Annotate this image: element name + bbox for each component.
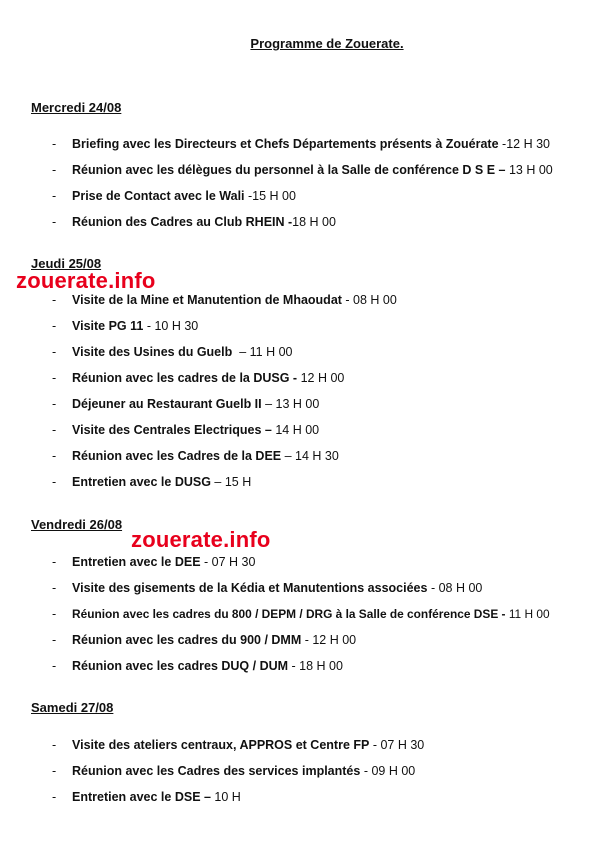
item-time: 12 H 00 — [297, 371, 345, 385]
item-time: – 15 H — [210, 475, 252, 489]
item-activity: Entretien avec le DSE – — [72, 790, 211, 804]
item-activity: Réunion avec les cadres DUQ / DUM — [72, 659, 289, 673]
list-item: - Réunion avec les délègues du personnel à la Salle de conférence D S E – 13 H 00 — [52, 163, 553, 177]
day-heading-jeudi: Jeudi 25/08 — [31, 256, 102, 271]
list-item: - Visite des Usines du Guelb – 11 H 00 — [52, 345, 293, 359]
list-item: - Visite des Centrales Electriques – 14 H 00 — [52, 423, 320, 437]
list-item: - Entretien avec le DUSG – 15 H — [52, 475, 252, 489]
list-item: - Réunion avec les cadres DUQ / DUM - 18 H 00 — [52, 659, 343, 673]
watermark-logo: zouerate.info — [16, 268, 156, 293]
list-item: - Réunion avec les cadres du 800 / DEPM / DRG à la Salle de conférence DSE - 11 H 00 — [52, 607, 550, 621]
item-time: - 18 H 00 — [288, 659, 343, 673]
item-time: – 13 H 00 — [261, 397, 320, 411]
item-time: - 12 H 00 — [301, 633, 357, 647]
list-item: - Visite de la Mine et Manutention de Mhaoudat - 08 H 00 — [52, 293, 397, 307]
item-activity: Visite des gisements de la Kédia et Manutentions associées — [72, 581, 428, 595]
watermark-logo: zouerate.info — [131, 527, 271, 552]
list-item: - Réunion des Cadres au Club RHEIN -18 H 00 — [52, 215, 336, 229]
list-item: - Réunion avec les cadres du 900 / DMM - 12 H 00 — [52, 633, 357, 647]
list-item: - Déjeuner au Restaurant Guelb II – 13 H 00 — [52, 397, 320, 411]
item-time: 14 H 00 — [271, 423, 320, 437]
item-activity: Réunion des Cadres au Club RHEIN - — [72, 215, 293, 229]
list-item: - Visite des ateliers centraux, APPROS et Centre FP - 07 H 30 — [52, 738, 425, 752]
item-time: 18 H 00 — [292, 215, 336, 229]
item-activity: Prise de Contact avec le Wali — [72, 189, 245, 203]
list-item: - Briefing avec les Directeurs et Chefs Départements présents à Zouérate -12 H 30 — [52, 137, 550, 151]
item-time: 10 H — [210, 790, 241, 804]
item-time: - 08 H 00 — [341, 293, 397, 307]
item-activity: Réunion avec les Cadres des services implantés — [72, 764, 361, 778]
list-item: - Prise de Contact avec le Wali -15 H 00 — [52, 189, 296, 203]
item-time: 13 H 00 — [505, 163, 553, 177]
item-activity: Réunion avec les cadres du 800 / DEPM / DRG à la Salle de conférence DSE - — [72, 607, 506, 621]
item-time: -15 H 00 — [244, 189, 296, 203]
item-time: - 10 H 30 — [143, 319, 199, 333]
item-time: - 09 H 00 — [360, 764, 416, 778]
item-activity: Entretien avec le DUSG — [72, 475, 211, 489]
day-heading-mercredi: Mercredi 24/08 — [31, 100, 122, 115]
day-list-mercredi — [0, 137, 612, 241]
day-list-samedi — [0, 738, 612, 816]
day-heading-samedi: Samedi 27/08 — [31, 700, 114, 715]
item-time: 11 H 00 — [505, 607, 550, 621]
day-heading-vendredi: Vendredi 26/08 — [31, 517, 123, 532]
list-item: - Réunion avec les cadres de la DUSG - 12 H 00 — [52, 371, 345, 385]
list-item: - Réunion avec les Cadres des services implantés - 09 H 00 — [52, 764, 416, 778]
item-activity: Entretien avec le DEE — [72, 555, 201, 569]
item-activity: Visite des Centrales Electriques – — [72, 423, 272, 437]
item-activity: Réunion avec les cadres de la DUSG - — [72, 371, 298, 385]
list-item: - Entretien avec le DEE - 07 H 30 — [52, 555, 256, 569]
item-time: - 08 H 00 — [427, 581, 483, 595]
item-activity: Visite PG 11 — [72, 319, 144, 333]
item-activity: Visite des ateliers centraux, APPROS et Centre FP — [72, 738, 370, 752]
page-title: Programme de Zouerate. — [250, 36, 404, 51]
item-activity: Déjeuner au Restaurant Guelb II — [72, 397, 262, 411]
item-time: - 07 H 30 — [200, 555, 256, 569]
day-list-vendredi — [0, 555, 612, 685]
day-list-jeudi — [0, 293, 612, 501]
item-time: – 14 H 30 — [281, 449, 339, 463]
list-item: - Visite des gisements de la Kédia et Manutentions associées - 08 H 00 — [52, 581, 483, 595]
item-activity: Réunion avec les délègues du personnel à la Salle de conférence D S E – — [72, 163, 506, 177]
item-activity: Réunion avec les cadres du 900 / DMM — [72, 633, 302, 647]
item-activity: Réunion avec les Cadres de la DEE — [72, 449, 282, 463]
item-activity: Briefing avec les Directeurs et Chefs Départements présents à Zouérate — [72, 137, 499, 151]
item-time: – 11 H 00 — [232, 345, 293, 359]
list-item: - Réunion avec les Cadres de la DEE – 14 H 30 — [52, 449, 339, 463]
item-activity: Visite de la Mine et Manutention de Mhaoudat — [72, 293, 342, 307]
list-item: - Entretien avec le DSE – 10 H — [52, 790, 241, 804]
item-time: - 07 H 30 — [369, 738, 425, 752]
item-time: -12 H 30 — [498, 137, 550, 151]
item-activity: Visite des Usines du Guelb — [72, 345, 233, 359]
list-item: - Visite PG 11 - 10 H 30 — [52, 319, 199, 333]
